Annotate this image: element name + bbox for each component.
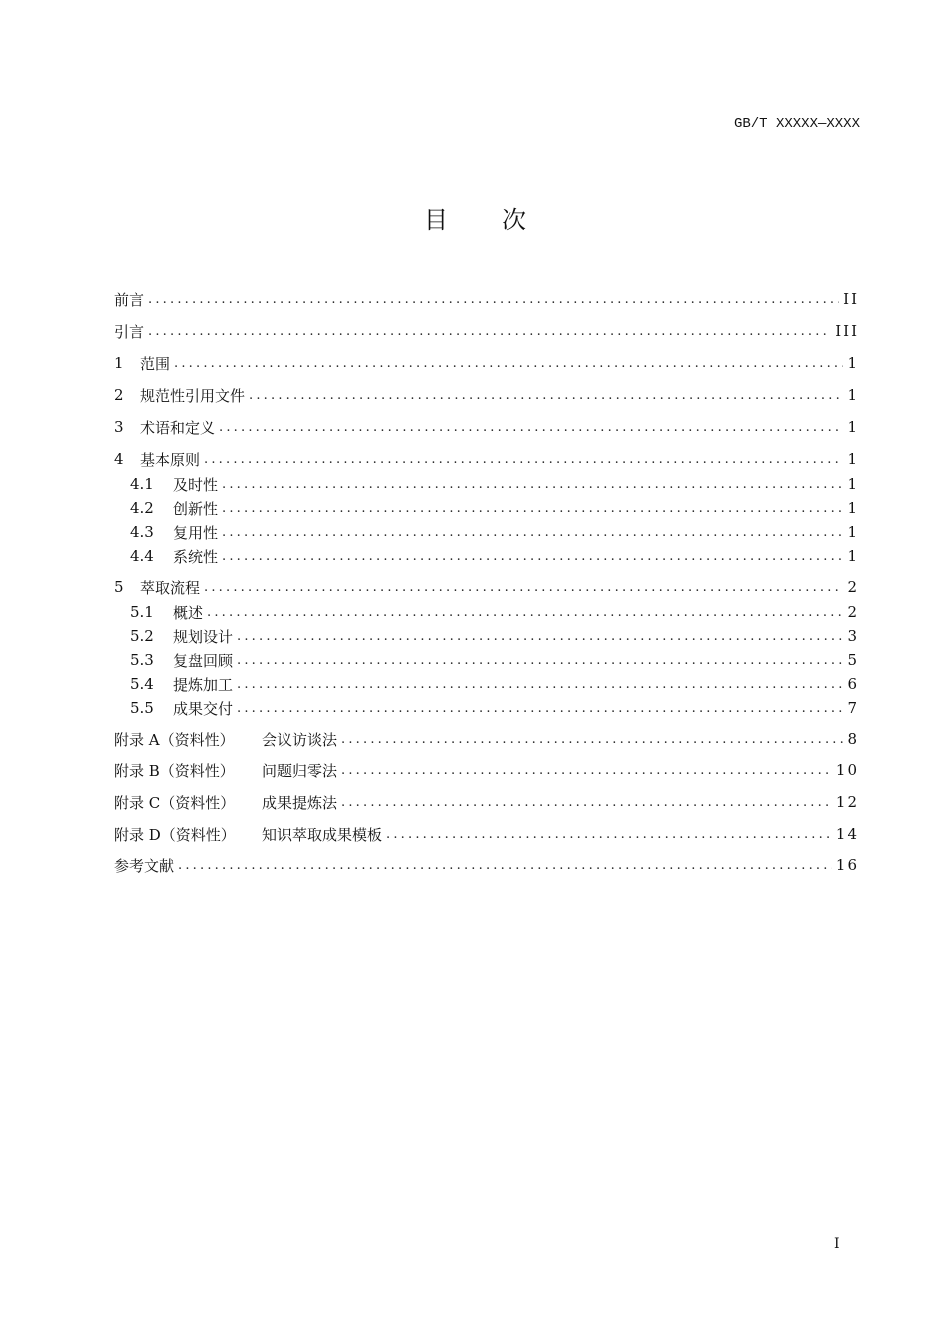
dot-leader xyxy=(178,858,832,873)
dot-leader xyxy=(249,388,843,403)
toc-entry[interactable] xyxy=(114,577,859,597)
toc-entry-number: 2 xyxy=(114,386,124,404)
dot-leader xyxy=(222,501,843,516)
toc-entry-page: 12 xyxy=(835,793,859,811)
toc-entry[interactable] xyxy=(130,698,859,718)
toc-entry[interactable] xyxy=(114,385,859,405)
toc-entry-number: 3 xyxy=(114,418,124,436)
toc-entry[interactable] xyxy=(114,792,859,812)
toc-entry-label: 系统性 xyxy=(173,547,219,566)
toc-entry-page: 1 xyxy=(847,386,859,404)
toc-entry-label: 术语和定义 xyxy=(140,418,216,437)
dot-leader xyxy=(341,763,832,778)
toc-entry-label: 萃取流程 xyxy=(140,578,201,597)
toc-entry[interactable] xyxy=(114,289,859,309)
toc-appendix-label: 附录 C（资料性） xyxy=(114,793,236,812)
dot-leader xyxy=(148,292,839,307)
toc-entry-page: 1 xyxy=(847,418,859,436)
toc-entry-page: 10 xyxy=(835,761,859,779)
toc-entry-label: 提炼加工 xyxy=(173,675,234,694)
toc-entry-number: 4.3 xyxy=(130,523,154,541)
toc-entry-page: 2 xyxy=(847,603,859,621)
toc-entry[interactable] xyxy=(114,824,859,844)
toc-entry-label: 复用性 xyxy=(173,523,219,542)
toc-entry-label: 成果提炼法 xyxy=(262,793,338,812)
toc-entry-label: 基本原则 xyxy=(140,450,201,469)
toc-entry[interactable] xyxy=(114,353,859,373)
toc-appendix-label: 附录 A（资料性） xyxy=(114,730,235,749)
toc-entry-label: 创新性 xyxy=(173,499,219,518)
toc-entry-label: 复盘回顾 xyxy=(173,651,234,670)
toc-entry-label: 问题归零法 xyxy=(262,761,338,780)
toc-entry-page: 8 xyxy=(847,730,859,748)
toc-entry-number: 4 xyxy=(114,450,124,468)
page-number: I xyxy=(834,1236,840,1252)
toc-entry-label: 及时性 xyxy=(173,475,219,494)
toc-appendix-label: 附录 D（资料性） xyxy=(114,825,236,844)
dot-leader xyxy=(341,732,843,747)
dot-leader xyxy=(219,420,843,435)
toc-entry[interactable] xyxy=(130,650,859,670)
toc-entry-page: 1 xyxy=(847,523,859,541)
toc-entry-number: 4.2 xyxy=(130,499,154,517)
dot-leader xyxy=(222,549,843,564)
toc-entry-page: 1 xyxy=(847,450,859,468)
toc-entry-label: 前言 xyxy=(114,290,145,309)
dot-leader xyxy=(204,580,843,595)
dot-leader xyxy=(222,477,843,492)
toc-entry[interactable] xyxy=(130,474,859,494)
toc-entry-number: 5.3 xyxy=(130,651,154,669)
dot-leader xyxy=(237,701,843,716)
toc-entry[interactable] xyxy=(114,449,859,469)
toc-entry[interactable] xyxy=(130,522,859,542)
toc-entry-number: 4.1 xyxy=(130,475,154,493)
toc-entry-page: 1 xyxy=(847,475,859,493)
dot-leader xyxy=(204,452,843,467)
toc-entry[interactable] xyxy=(114,321,859,341)
toc-entry-label: 成果交付 xyxy=(173,699,234,718)
toc-entry-page: 16 xyxy=(835,856,859,874)
toc-entry-label: 会议访谈法 xyxy=(262,730,338,749)
toc-entry-page: 3 xyxy=(847,627,859,645)
document-code: GB/T XXXXX—XXXX xyxy=(733,116,860,132)
toc-entry-page: 14 xyxy=(835,825,859,843)
dot-leader xyxy=(237,653,843,668)
toc-entry[interactable] xyxy=(130,602,859,622)
dot-leader xyxy=(237,677,843,692)
dot-leader xyxy=(386,827,832,842)
toc-entry[interactable] xyxy=(114,729,859,749)
toc-entry-label: 规划设计 xyxy=(173,627,234,646)
toc-entry-page: 7 xyxy=(847,699,859,717)
toc-entry[interactable] xyxy=(130,546,859,566)
toc-entry-label: 知识萃取成果模板 xyxy=(262,825,383,844)
toc-entry-page: 1 xyxy=(847,547,859,565)
toc-entry-number: 4.4 xyxy=(130,547,154,565)
toc-entry[interactable] xyxy=(114,855,859,875)
toc-entry[interactable] xyxy=(130,498,859,518)
toc-entry-number: 1 xyxy=(114,354,124,372)
toc-entry-page: 1 xyxy=(847,354,859,372)
toc-entry-page: 1 xyxy=(847,499,859,517)
toc-entry-page: 6 xyxy=(847,675,859,693)
toc-entry-page: III xyxy=(835,322,859,340)
toc-entry[interactable] xyxy=(114,417,859,437)
toc-entry-number: 5 xyxy=(114,578,124,596)
toc-entry-label: 规范性引用文件 xyxy=(140,386,246,405)
toc-entry-label: 概述 xyxy=(173,603,204,622)
toc-entry-page: II xyxy=(843,290,859,308)
toc-entry-number: 5.1 xyxy=(130,603,154,621)
dot-leader xyxy=(207,605,843,620)
toc-entry-number: 5.4 xyxy=(130,675,154,693)
toc-appendix-label: 附录 B（资料性） xyxy=(114,761,235,780)
toc-entry-label: 范围 xyxy=(140,354,171,373)
dot-leader xyxy=(174,356,843,371)
toc-entry-number: 5.5 xyxy=(130,699,154,717)
page-title: 目次 xyxy=(424,206,580,234)
toc-entry[interactable] xyxy=(130,674,859,694)
toc-entry[interactable] xyxy=(114,760,859,780)
toc-entry-number: 5.2 xyxy=(130,627,154,645)
dot-leader xyxy=(237,629,843,644)
toc-entry-label: 参考文献 xyxy=(114,856,175,875)
toc-entry[interactable] xyxy=(130,626,859,646)
dot-leader xyxy=(341,795,832,810)
toc-entry-page: 2 xyxy=(847,578,859,596)
dot-leader xyxy=(148,324,831,339)
toc-entry-label: 引言 xyxy=(114,322,145,341)
dot-leader xyxy=(222,525,843,540)
toc-entry-page: 5 xyxy=(847,651,859,669)
